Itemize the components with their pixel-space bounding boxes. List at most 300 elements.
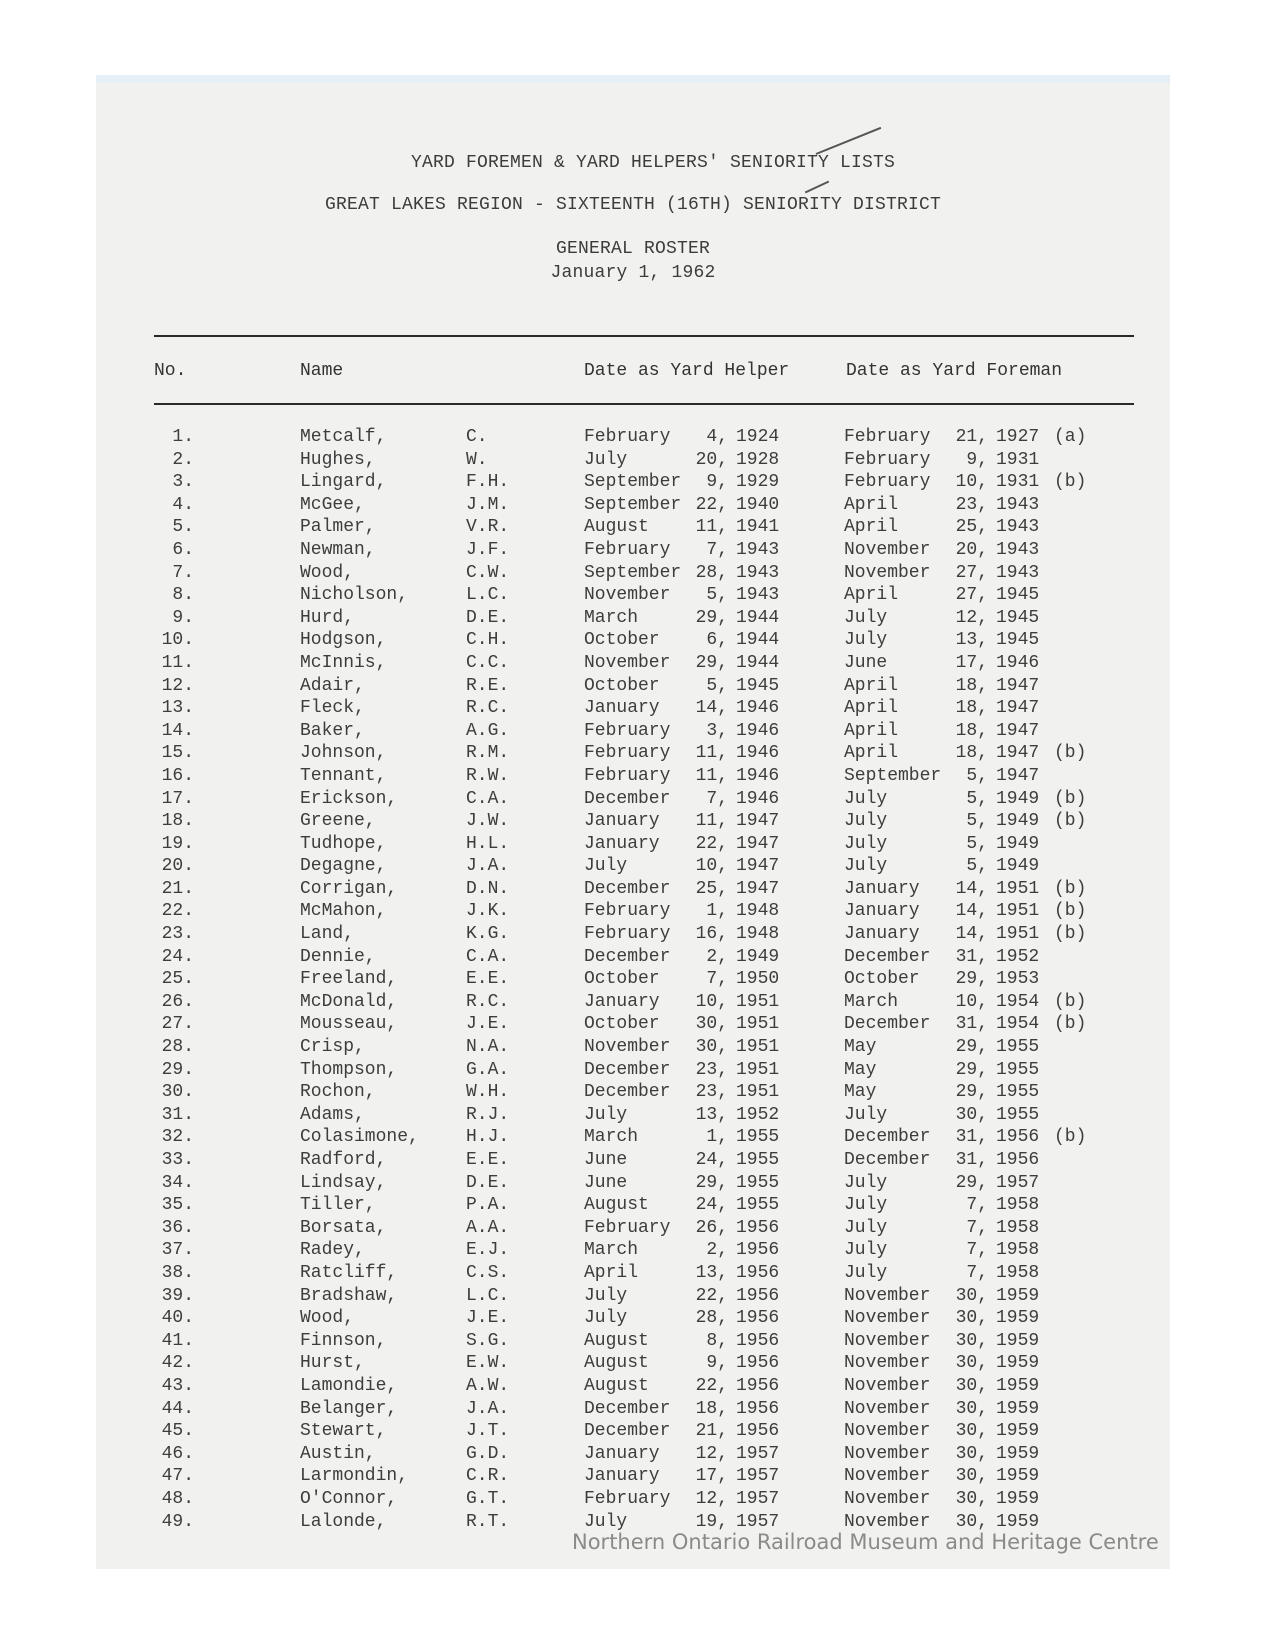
foreman-month: September (844, 765, 942, 786)
foreman-month: June (844, 652, 888, 673)
row-number: 28. (161, 1037, 194, 1058)
helper-month: February (584, 924, 671, 945)
helper-month: October (584, 675, 660, 696)
foreman-year: 1947 (996, 698, 1040, 719)
helper-month: June (584, 1150, 628, 1170)
row-number: 18. (161, 811, 194, 832)
surname: Ratcliff, (300, 1262, 398, 1283)
helper-day: 16, (695, 924, 728, 945)
helper-year: 1955 (736, 1150, 780, 1170)
foreman-day: 18, (955, 743, 988, 764)
helper-year: 1951 (736, 1059, 780, 1080)
table-row (96, 471, 1170, 494)
foreman-year: 1946 (996, 652, 1040, 673)
foreman-month: July (844, 1217, 888, 1238)
foreman-year: 1959 (996, 1308, 1040, 1329)
foreman-year: 1959 (996, 1443, 1040, 1464)
surname: McDonald, (300, 991, 398, 1012)
foreman-day: 13, (955, 630, 988, 651)
initials: J.M. (466, 494, 510, 515)
surname: Greene, (300, 811, 376, 832)
footnote-marker: (b) (1054, 811, 1087, 832)
helper-day: 4, (706, 427, 728, 447)
foreman-year: 1943 (996, 562, 1040, 583)
foreman-month: March (844, 991, 899, 1012)
surname: McMahon, (300, 901, 387, 922)
initials: J.E. (466, 1308, 510, 1329)
helper-month: June (584, 1172, 628, 1193)
helper-year: 1948 (736, 924, 780, 945)
initials: G.T. (466, 1488, 510, 1509)
footnote-marker: (a) (1054, 427, 1087, 447)
surname: McGee, (300, 494, 365, 515)
foreman-month: July (844, 1262, 888, 1283)
footnote-marker: (b) (1054, 1127, 1087, 1148)
row-number: 14. (161, 720, 194, 741)
foreman-year: 1954 (996, 991, 1040, 1012)
surname: Palmer, (300, 517, 376, 538)
helper-month: January (584, 1466, 660, 1487)
initials: E.E. (466, 969, 510, 990)
surname: Crisp, (300, 1037, 365, 1058)
helper-day: 7, (706, 539, 728, 560)
row-number: 6. (172, 539, 194, 560)
foreman-day: 5, (966, 811, 988, 832)
row-number: 48. (161, 1488, 194, 1509)
row-number: 29. (161, 1059, 194, 1080)
table-row (96, 426, 1170, 449)
helper-day: 29, (695, 1172, 728, 1193)
foreman-month: April (844, 675, 899, 696)
table-row (96, 629, 1170, 652)
table-row (96, 900, 1170, 923)
helper-month: January (584, 698, 660, 719)
initials: J.A. (466, 856, 510, 877)
helper-month: October (584, 630, 660, 651)
surname: Mousseau, (300, 1014, 398, 1035)
surname: Tudhope, (300, 833, 387, 854)
helper-day: 19, (695, 1511, 728, 1532)
foreman-year: 1951 (996, 901, 1040, 922)
foreman-year: 1945 (996, 607, 1040, 628)
helper-day: 13, (695, 1262, 728, 1283)
foreman-year: 1955 (996, 1082, 1040, 1103)
helper-day: 22, (695, 1375, 728, 1396)
foreman-day: 7, (966, 1195, 988, 1216)
helper-year: 1943 (736, 585, 780, 606)
foreman-day: 30, (955, 1443, 988, 1464)
initials: C. (466, 427, 488, 447)
helper-month: October (584, 1014, 660, 1035)
archive-watermark: Northern Ontario Railroad Museum and Heritage Centre (572, 1530, 1159, 1554)
initials: E.E. (466, 1150, 510, 1170)
helper-month: January (584, 833, 660, 854)
table-row (96, 1330, 1170, 1353)
foreman-year: 1955 (996, 1059, 1040, 1080)
surname: Corrigan, (300, 878, 398, 899)
row-number: 2. (172, 449, 194, 470)
helper-year: 1956 (736, 1217, 780, 1238)
table-row (96, 968, 1170, 991)
surname: Adair, (300, 675, 365, 696)
foreman-year: 1952 (996, 946, 1040, 967)
surname: Lindsay, (300, 1172, 387, 1193)
foreman-day: 29, (955, 1172, 988, 1193)
row-number: 27. (161, 1014, 194, 1035)
surname: Belanger, (300, 1398, 398, 1419)
helper-month: November (584, 585, 671, 606)
surname: Erickson, (300, 788, 398, 809)
helper-month: August (584, 1195, 649, 1216)
helper-month: July (584, 1511, 628, 1532)
helper-day: 28, (695, 1308, 728, 1329)
initials: J.F. (466, 539, 510, 560)
helper-day: 5, (706, 585, 728, 606)
foreman-year: 1949 (996, 856, 1040, 877)
surname: Tennant, (300, 765, 387, 786)
surname: Finnson, (300, 1330, 387, 1351)
helper-day: 1, (706, 1127, 728, 1148)
foreman-year: 1949 (996, 811, 1040, 832)
foreman-day: 5, (966, 833, 988, 854)
helper-month: February (584, 720, 671, 741)
row-number: 47. (161, 1466, 194, 1487)
helper-month: July (584, 1308, 628, 1329)
helper-year: 1948 (736, 901, 780, 922)
foreman-day: 30, (955, 1375, 988, 1396)
row-number: 1. (172, 427, 194, 447)
table-row (96, 1149, 1170, 1172)
header-bottom-rule (154, 403, 1134, 405)
foreman-year: 1958 (996, 1195, 1040, 1216)
surname: Johnson, (300, 743, 387, 764)
foreman-day: 30, (955, 1398, 988, 1419)
foreman-day: 7, (966, 1240, 988, 1261)
initials: L.C. (466, 1285, 510, 1306)
foreman-month: November (844, 562, 931, 583)
helper-day: 1, (706, 901, 728, 922)
foreman-day: 25, (955, 517, 988, 538)
foreman-month: July (844, 1104, 888, 1125)
foreman-day: 27, (955, 585, 988, 606)
foreman-day: 30, (955, 1285, 988, 1306)
foreman-month: November (844, 539, 931, 560)
table-row (96, 1443, 1170, 1466)
helper-day: 29, (695, 607, 728, 628)
helper-day: 9, (706, 472, 728, 493)
pen-strike-mark (805, 181, 829, 194)
surname: Adams, (300, 1104, 365, 1125)
row-number: 4. (172, 494, 194, 515)
row-number: 26. (161, 991, 194, 1012)
foreman-year: 1945 (996, 630, 1040, 651)
foreman-year: 1959 (996, 1421, 1040, 1442)
table-row (96, 1059, 1170, 1082)
initials: P.A. (466, 1195, 510, 1216)
initials: H.J. (466, 1127, 510, 1148)
row-number: 34. (161, 1172, 194, 1193)
foreman-month: November (844, 1466, 931, 1487)
foreman-day: 29, (955, 1059, 988, 1080)
helper-day: 11, (695, 811, 728, 832)
table-row (96, 1488, 1170, 1511)
row-number: 40. (161, 1308, 194, 1329)
initials: C.H. (466, 630, 510, 651)
helper-day: 30, (695, 1037, 728, 1058)
helper-year: 1956 (736, 1330, 780, 1351)
helper-year: 1947 (736, 833, 780, 854)
foreman-month: July (844, 788, 888, 809)
row-number: 32. (161, 1127, 194, 1148)
table-row (96, 1420, 1170, 1443)
foreman-year: 1931 (996, 449, 1040, 470)
surname: O'Connor, (300, 1488, 398, 1509)
helper-year: 1944 (736, 652, 780, 673)
surname: Larmondin, (300, 1466, 409, 1487)
footnote-marker: (b) (1054, 878, 1087, 899)
foreman-year: 1943 (996, 539, 1040, 560)
surname: Newman, (300, 539, 376, 560)
surname: Colasimone, (300, 1127, 419, 1148)
initials: D.E. (466, 607, 510, 628)
table-row (96, 697, 1170, 720)
initials: G.D. (466, 1443, 510, 1464)
initials: V.R. (466, 517, 510, 538)
table-row (96, 1307, 1170, 1330)
initials: J.A. (466, 1398, 510, 1419)
foreman-day: 7, (966, 1262, 988, 1283)
helper-year: 1943 (736, 562, 780, 583)
table-row (96, 1398, 1170, 1421)
helper-month: December (584, 946, 671, 967)
foreman-month: February (844, 449, 931, 470)
foreman-month: October (844, 969, 920, 990)
header-top-rule (154, 335, 1134, 337)
helper-year: 1946 (736, 698, 780, 719)
helper-month: March (584, 1127, 639, 1148)
foreman-month: July (844, 833, 888, 854)
row-number: 8. (172, 585, 194, 606)
foreman-day: 14, (955, 924, 988, 945)
foreman-day: 14, (955, 901, 988, 922)
helper-month: August (584, 1375, 649, 1396)
foreman-month: November (844, 1511, 931, 1532)
row-number: 17. (161, 788, 194, 809)
row-number: 12. (161, 675, 194, 696)
helper-year: 1945 (736, 675, 780, 696)
helper-day: 20, (695, 449, 728, 470)
helper-month: December (584, 878, 671, 899)
helper-year: 1951 (736, 1014, 780, 1035)
foreman-year: 1959 (996, 1398, 1040, 1419)
foreman-month: February (844, 472, 931, 493)
initials: E.J. (466, 1240, 510, 1261)
foreman-year: 1947 (996, 765, 1040, 786)
helper-year: 1947 (736, 878, 780, 899)
helper-year: 1955 (736, 1127, 780, 1148)
foreman-month: July (844, 607, 888, 628)
table-row (96, 1126, 1170, 1149)
foreman-month: May (844, 1059, 877, 1080)
helper-day: 22, (695, 833, 728, 854)
foreman-day: 30, (955, 1466, 988, 1487)
foreman-day: 20, (955, 539, 988, 560)
helper-day: 8, (706, 1330, 728, 1351)
footnote-marker: (b) (1054, 788, 1087, 809)
helper-year: 1955 (736, 1195, 780, 1216)
helper-year: 1947 (736, 856, 780, 877)
helper-day: 6, (706, 630, 728, 651)
helper-month: October (584, 969, 660, 990)
helper-year: 1957 (736, 1443, 780, 1464)
helper-year: 1956 (736, 1285, 780, 1306)
surname: Lingard, (300, 472, 387, 493)
helper-month: March (584, 607, 639, 628)
helper-day: 10, (695, 856, 728, 877)
helper-day: 11, (695, 517, 728, 538)
helper-year: 1956 (736, 1398, 780, 1419)
helper-day: 3, (706, 720, 728, 741)
row-number: 21. (161, 878, 194, 899)
footnote-marker: (b) (1054, 924, 1087, 945)
foreman-month: November (844, 1375, 931, 1396)
initials: D.E. (466, 1172, 510, 1193)
surname: Stewart, (300, 1421, 387, 1442)
helper-year: 1947 (736, 811, 780, 832)
table-row (96, 788, 1170, 811)
row-number: 37. (161, 1240, 194, 1261)
foreman-month: April (844, 585, 899, 606)
scanned-document-page (96, 75, 1170, 1569)
foreman-day: 18, (955, 675, 988, 696)
initials: R.C. (466, 991, 510, 1012)
foreman-year: 1955 (996, 1104, 1040, 1125)
initials: R.W. (466, 765, 510, 786)
row-number: 10. (161, 630, 194, 651)
helper-day: 22, (695, 494, 728, 515)
foreman-day: 30, (955, 1330, 988, 1351)
helper-year: 1946 (736, 765, 780, 786)
table-row (96, 1375, 1170, 1398)
foreman-year: 1959 (996, 1466, 1040, 1487)
footnote-marker: (b) (1054, 472, 1087, 493)
foreman-day: 7, (966, 1217, 988, 1238)
helper-month: January (584, 811, 660, 832)
foreman-day: 9, (966, 449, 988, 470)
foreman-year: 1953 (996, 969, 1040, 990)
helper-month: February (584, 539, 671, 560)
surname: Austin, (300, 1443, 376, 1464)
row-number: 3. (172, 472, 194, 493)
foreman-day: 17, (955, 652, 988, 673)
row-number: 9. (172, 607, 194, 628)
row-number: 46. (161, 1443, 194, 1464)
table-row (96, 946, 1170, 969)
helper-year: 1924 (736, 427, 780, 447)
initials: E.W. (466, 1353, 510, 1374)
foreman-year: 1947 (996, 720, 1040, 741)
initials: S.G. (466, 1330, 510, 1351)
foreman-day: 30, (955, 1421, 988, 1442)
table-row (96, 675, 1170, 698)
table-row (96, 855, 1170, 878)
helper-month: December (584, 788, 671, 809)
initials: D.N. (466, 878, 510, 899)
surname: Wood, (300, 1308, 355, 1329)
foreman-day: 30, (955, 1353, 988, 1374)
foreman-year: 1956 (996, 1127, 1040, 1148)
helper-year: 1957 (736, 1511, 780, 1532)
helper-year: 1944 (736, 630, 780, 651)
surname: Hurd, (300, 607, 355, 628)
foreman-month: July (844, 1195, 888, 1216)
helper-month: August (584, 517, 649, 538)
initials: R.C. (466, 698, 510, 719)
initials: W.H. (466, 1082, 510, 1103)
helper-month: July (584, 449, 628, 470)
table-row (96, 810, 1170, 833)
surname: Land, (300, 924, 355, 945)
helper-month: July (584, 1285, 628, 1306)
foreman-day: 18, (955, 698, 988, 719)
helper-month: December (584, 1059, 671, 1080)
foreman-year: 1945 (996, 585, 1040, 606)
helper-year: 1946 (736, 720, 780, 741)
foreman-month: November (844, 1353, 931, 1374)
table-row (96, 1465, 1170, 1488)
table-row (96, 1194, 1170, 1217)
helper-year: 1940 (736, 494, 780, 515)
table-row (96, 1285, 1170, 1308)
row-number: 44. (161, 1398, 194, 1419)
helper-day: 2, (706, 946, 728, 967)
helper-month: February (584, 743, 671, 764)
helper-year: 1946 (736, 788, 780, 809)
foreman-month: December (844, 1014, 931, 1035)
foreman-year: 1949 (996, 788, 1040, 809)
helper-day: 9, (706, 1353, 728, 1374)
table-row (96, 742, 1170, 765)
row-number: 13. (161, 698, 194, 719)
row-number: 16. (161, 765, 194, 786)
helper-year: 1950 (736, 969, 780, 990)
foreman-month: July (844, 1172, 888, 1193)
surname: Freeland, (300, 969, 398, 990)
row-number: 19. (161, 833, 194, 854)
surname: Baker, (300, 720, 365, 741)
table-row (96, 1104, 1170, 1127)
surname: Tiller, (300, 1195, 376, 1216)
helper-day: 23, (695, 1082, 728, 1103)
foreman-year: 1955 (996, 1037, 1040, 1058)
table-row (96, 1262, 1170, 1285)
row-number: 7. (172, 562, 194, 583)
helper-year: 1929 (736, 472, 780, 493)
row-number: 35. (161, 1195, 194, 1216)
helper-year: 1956 (736, 1308, 780, 1329)
helper-year: 1944 (736, 607, 780, 628)
foreman-day: 30, (955, 1104, 988, 1125)
table-row (96, 652, 1170, 675)
row-number: 5. (172, 517, 194, 538)
foreman-day: 14, (955, 878, 988, 899)
table-row (96, 720, 1170, 743)
foreman-month: February (844, 427, 931, 447)
row-number: 20. (161, 856, 194, 877)
surname: Hughes, (300, 449, 376, 470)
foreman-day: 29, (955, 969, 988, 990)
surname: Radford, (300, 1150, 387, 1170)
